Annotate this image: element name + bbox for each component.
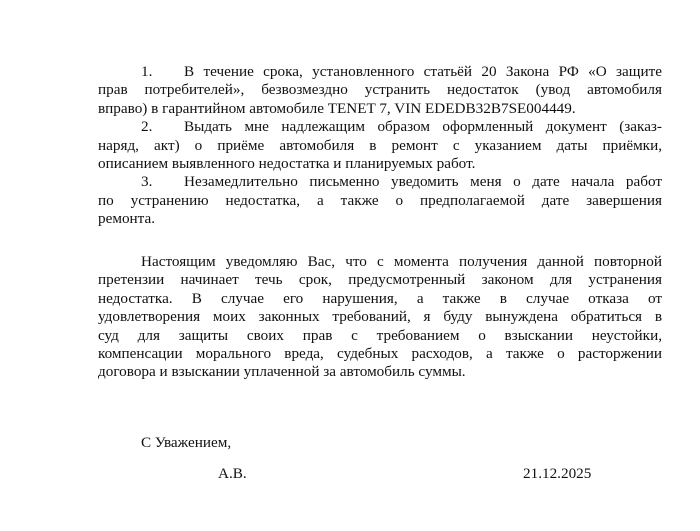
list-item-2-number: 2. xyxy=(141,118,153,136)
list-item-1-line-2: прав потребителей», безвозмездно устранить недостаток (увод автомобиля xyxy=(98,81,662,99)
notice-line-2: претензии начинает течь срок, предусмотренный законом для устранения xyxy=(98,271,662,289)
notice-line-5: суд для защиты своих прав с требованием о взыскании неустойки, xyxy=(98,326,662,344)
document-date: 21.12.2025 xyxy=(523,465,592,482)
list-item-1-line-1 xyxy=(98,63,662,81)
list-item-2-line-1 xyxy=(98,118,662,136)
requirements-list xyxy=(98,63,662,229)
notice-line-3: недостатка. В случае его нарушения, а также в случае отказа от xyxy=(98,289,662,307)
list-item-3-line-1 xyxy=(98,173,662,191)
list-item-1-number: 1. xyxy=(141,63,153,80)
notice-line-6: компенсации морального вреда, судебных расходов, а также о расторжении xyxy=(98,344,662,362)
list-item-3-number: 3. xyxy=(141,173,153,191)
list-item-1-line-3: вправо) в гарантийном автомобиле TENET 7, VIN EDEDB32B7SE004449. xyxy=(98,99,576,117)
list-item-2-line-2: наряд, акт) о приёме автомобиля в ремонт с указанием даты приёмки, xyxy=(98,136,662,154)
notice-line-4: удовлетворения моих законных требований, я буду вынуждена обратиться в xyxy=(98,308,662,326)
list-item-2-text-1: Выдать мне надлежащим образом оформленный документ (заказ- xyxy=(184,118,662,136)
notice-paragraph xyxy=(98,253,662,382)
notice-line-7: договора и взыскании уплаченной за автомобиль суммы. xyxy=(98,363,466,381)
list-item-1-text-1: В течение срока, установленного статьёй 20 Закона РФ «О защите xyxy=(184,63,662,80)
list-item-3-line-3: ремонта. xyxy=(98,210,156,228)
list-item-3-line-2: по устранению недостатка, а также о предполагаемой дате завершения xyxy=(98,191,662,209)
list-item-3-text-1: Незамедлительно письменно уведомить меня о дате начала работ xyxy=(184,173,662,191)
list-item-2-line-3: описанием выявленного недостатка и планируемых работ. xyxy=(98,154,476,172)
signature-initials: А.В. xyxy=(218,465,247,482)
notice-line-1: Настоящим уведомляю Вас, что с момента получения данной повторной xyxy=(141,253,662,270)
closing-salutation: С Уважением, xyxy=(141,434,232,451)
